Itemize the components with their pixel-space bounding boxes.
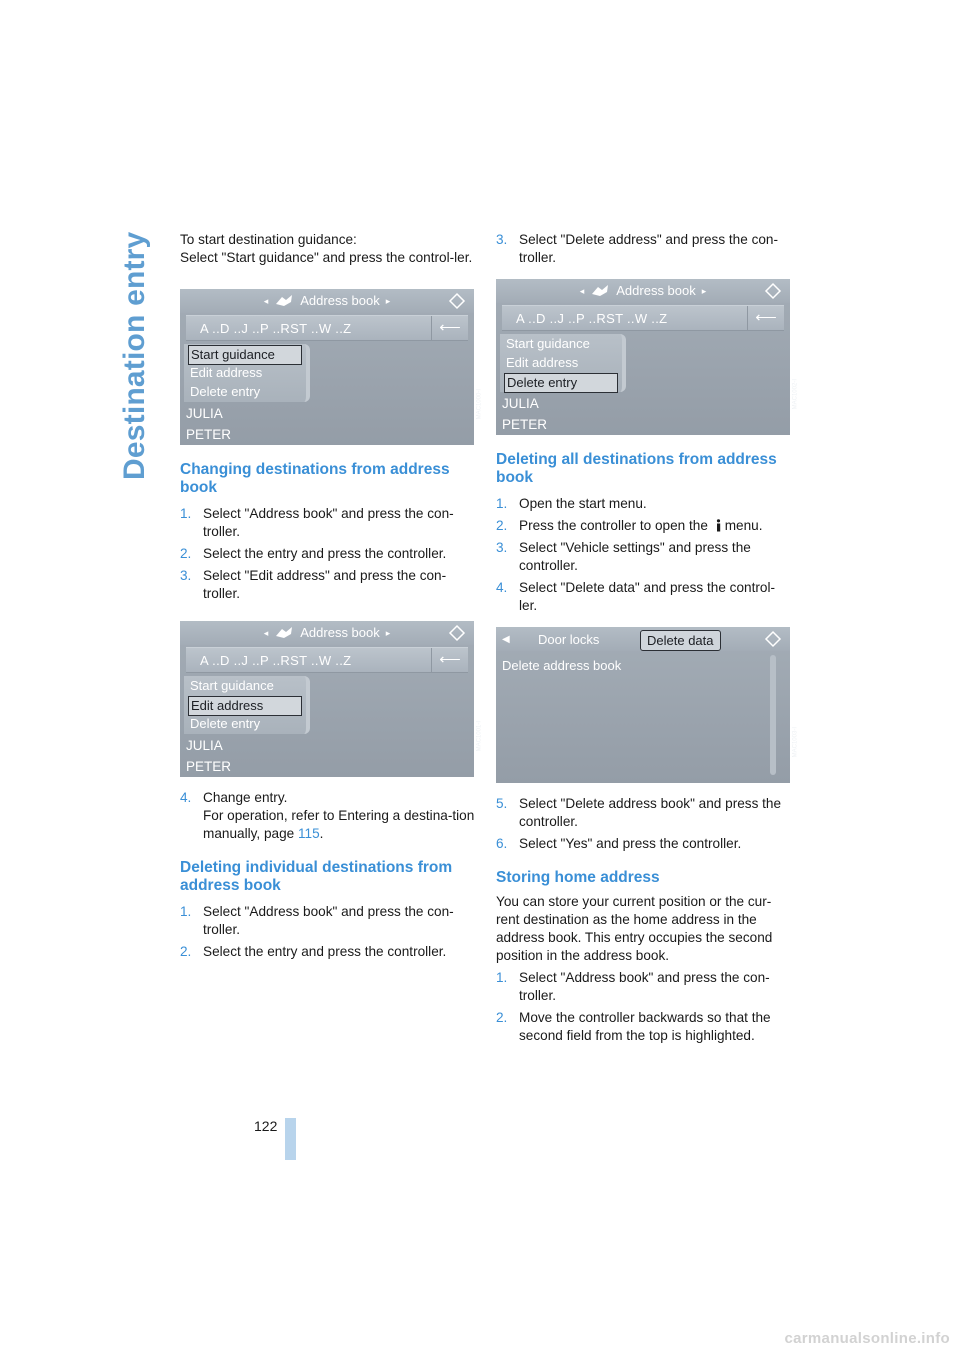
letter-bar[interactable] bbox=[186, 315, 468, 341]
address-book-icon bbox=[590, 284, 610, 298]
back-arrow-icon[interactable]: ⟵ bbox=[431, 648, 468, 672]
list-item: 2. Press the controller to open the menu. bbox=[496, 518, 763, 533]
arrow-right-icon: ▸ bbox=[385, 296, 391, 306]
storing-paragraph: You can store your current position or the cur-rent destination as the home address in the address book. This entry occupies the second position in the address book. bbox=[496, 894, 773, 963]
image-code: MAC1002-I bbox=[792, 379, 798, 410]
list-item: 1. Select "Address book" and press the con-troller. bbox=[496, 970, 770, 1003]
storing-steps bbox=[496, 969, 792, 1045]
deleting-steps bbox=[180, 903, 476, 961]
list-item: 4. Select "Delete data" and press the control-ler. bbox=[496, 580, 775, 613]
page-link[interactable]: 115 bbox=[297, 826, 320, 841]
page-marker bbox=[285, 1118, 296, 1160]
list-item: 1. Select "Address book" and press the con-troller. bbox=[180, 506, 454, 539]
settings-rotate-icon bbox=[764, 282, 782, 300]
list-item: 1. Open the start menu. bbox=[496, 496, 647, 511]
screen-titlebar bbox=[496, 279, 790, 303]
menu-item-start-guidance[interactable]: Start guidance bbox=[190, 678, 274, 693]
menu-item-delete-entry[interactable]: Delete entry bbox=[190, 716, 261, 731]
context-menu bbox=[184, 676, 310, 734]
menu-item-start-guidance[interactable]: Start guidance bbox=[188, 345, 302, 365]
list-item: 2. Move the controller backwards so that the second field from the top is highlighted. bbox=[496, 1010, 771, 1043]
list-item: 3. Select "Delete address" and press the con-troller. bbox=[496, 232, 779, 265]
menu-item-delete-entry[interactable]: Delete entry bbox=[504, 373, 618, 393]
menu-item-edit-address[interactable]: Edit address bbox=[506, 355, 579, 370]
intro-text: To start destination guidance: Select "Start guidance" and press the control-ler. bbox=[180, 232, 473, 265]
after-steps bbox=[496, 795, 792, 853]
screen-title: Address book bbox=[300, 625, 380, 640]
heading-deleting-all: Deleting all destinations from address book bbox=[496, 451, 777, 486]
heading-changing: Changing destinations from address book bbox=[180, 461, 450, 496]
address-book-screen-start bbox=[180, 289, 482, 445]
screen-titlebar bbox=[180, 621, 474, 645]
list-item: 4. Change entry. For operation, refer to Entering a destina-tion manually, page 115. bbox=[180, 790, 475, 841]
page-number: 122 bbox=[254, 1118, 278, 1134]
menu-item-edit-address[interactable]: Edit address bbox=[190, 365, 263, 380]
menu-item-delete-entry[interactable]: Delete entry bbox=[190, 384, 261, 399]
letter-index: A ..D ..J ..P ..RST ..W ..Z bbox=[200, 321, 352, 336]
address-book-screen-delete bbox=[496, 279, 798, 435]
screen-title: Address book bbox=[300, 293, 380, 308]
heading-deleting-individual: Deleting individual destinations from address book bbox=[180, 859, 453, 894]
settings-rotate-icon bbox=[448, 624, 466, 642]
heading-storing: Storing home address bbox=[496, 869, 660, 886]
address-book-icon bbox=[274, 626, 294, 640]
list-item: 5. Select "Delete address book" and press the controller. bbox=[496, 796, 782, 829]
letter-index: A ..D ..J ..P ..RST ..W ..Z bbox=[516, 311, 668, 326]
menu-item-edit-address[interactable]: Edit address bbox=[188, 696, 302, 716]
list-item[interactable]: JULIA bbox=[186, 738, 223, 753]
settings-rotate-icon bbox=[448, 292, 466, 310]
list-item[interactable]: PETER bbox=[186, 759, 232, 774]
arrow-left-icon: ◂ bbox=[579, 286, 585, 296]
changing-steps bbox=[180, 505, 476, 603]
list-item[interactable]: PETER bbox=[502, 417, 548, 432]
list-item: 3. Select "Vehicle settings" and press the controller. bbox=[496, 540, 751, 573]
address-book-screen-edit bbox=[180, 621, 482, 777]
delete-data-screen bbox=[496, 627, 798, 783]
letter-bar[interactable] bbox=[502, 305, 784, 331]
image-code: MAC1000-I bbox=[476, 389, 482, 420]
settings-rotate-icon bbox=[764, 630, 782, 648]
list-item[interactable]: JULIA bbox=[186, 406, 223, 421]
arrow-left-icon: ◂ bbox=[263, 628, 269, 638]
context-menu bbox=[500, 334, 626, 392]
list-item[interactable]: JULIA bbox=[502, 396, 539, 411]
left-column bbox=[180, 231, 482, 965]
right-column bbox=[496, 231, 798, 1049]
screen-title: Address book bbox=[616, 283, 696, 298]
list-item: 2. Select the entry and press the controller. bbox=[180, 546, 447, 561]
arrow-left-icon[interactable]: ◀ bbox=[502, 634, 510, 645]
back-arrow-icon[interactable]: ⟵ bbox=[747, 306, 784, 330]
info-icon bbox=[715, 519, 722, 532]
address-book-icon bbox=[274, 294, 294, 308]
tab-delete-data[interactable]: Delete data bbox=[640, 630, 721, 651]
menu-item-delete-address-book[interactable]: Delete address book bbox=[502, 658, 622, 673]
letter-bar[interactable] bbox=[186, 647, 468, 673]
context-menu bbox=[184, 344, 310, 402]
section-title: Destination entry bbox=[118, 231, 151, 480]
watermark: carmanualsonline.info bbox=[784, 1330, 950, 1347]
list-item: 6. Select "Yes" and press the controller. bbox=[496, 836, 742, 851]
list-item: 1. Select "Address book" and press the con-troller. bbox=[180, 904, 454, 937]
arrow-right-icon: ▸ bbox=[701, 286, 707, 296]
list-item: 2. Select the entry and press the controller. bbox=[180, 944, 447, 959]
image-code: MAC1003-I bbox=[792, 727, 798, 758]
tab-door-locks[interactable]: Door locks bbox=[538, 632, 600, 647]
screen-titlebar bbox=[180, 289, 474, 313]
arrow-left-icon: ◂ bbox=[263, 296, 269, 306]
list-item: 3. Select "Edit address" and press the con-troller. bbox=[180, 568, 447, 601]
screen-titlebar bbox=[496, 627, 790, 651]
menu-item-start-guidance[interactable]: Start guidance bbox=[506, 336, 590, 351]
scrollbar[interactable] bbox=[770, 655, 776, 775]
all-steps bbox=[496, 495, 792, 615]
image-code: MAC1001-I bbox=[476, 721, 482, 752]
arrow-right-icon: ▸ bbox=[385, 628, 391, 638]
list-item[interactable]: PETER bbox=[186, 427, 232, 442]
back-arrow-icon[interactable]: ⟵ bbox=[431, 316, 468, 340]
letter-index: A ..D ..J ..P ..RST ..W ..Z bbox=[200, 653, 352, 668]
